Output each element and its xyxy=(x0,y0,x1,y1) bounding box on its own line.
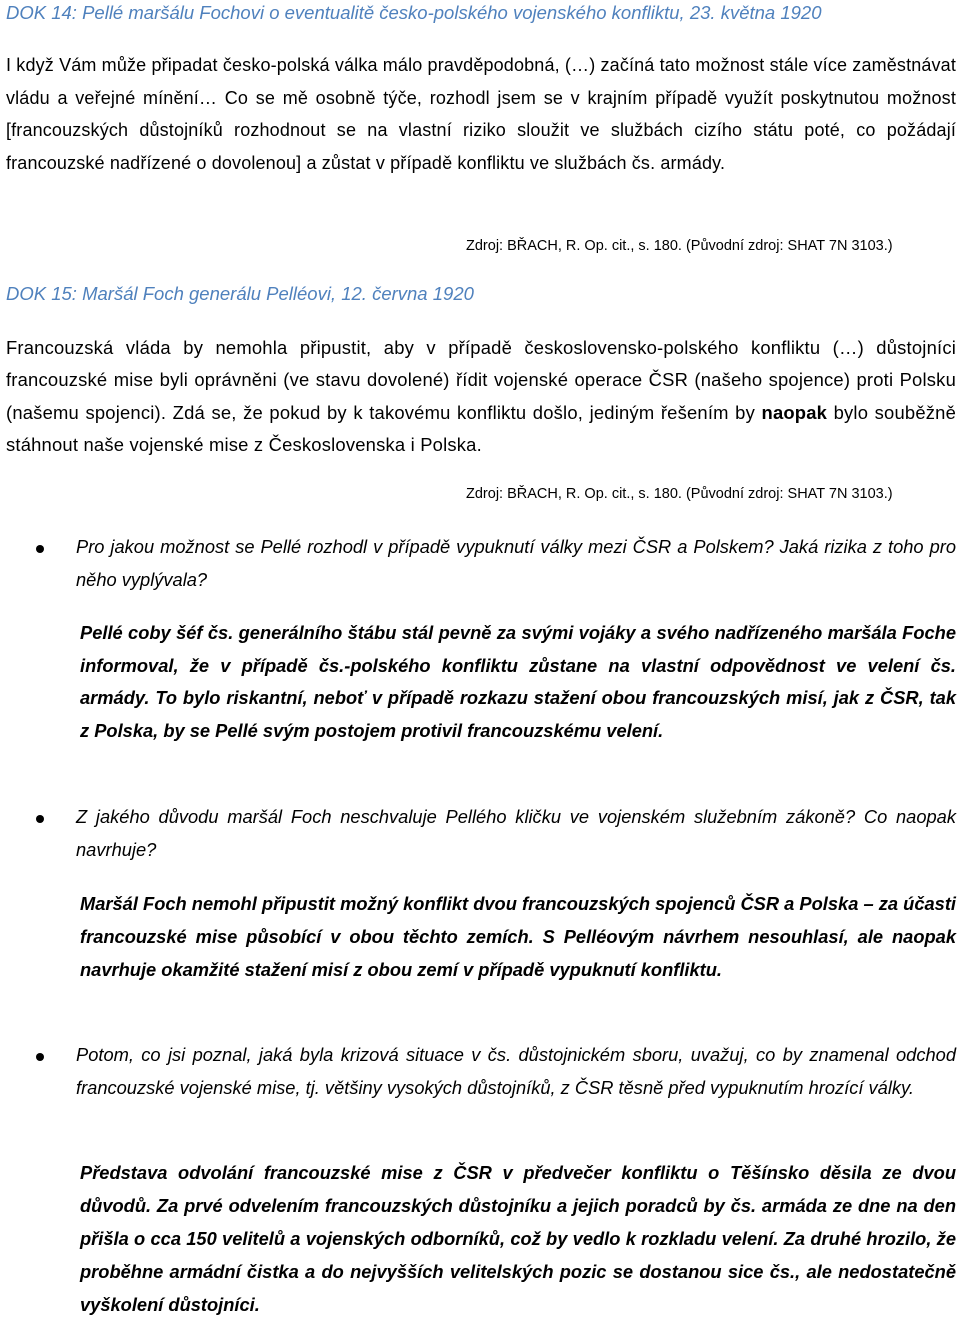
question-3: Potom, co jsi poznal, jaká byla krizová situace v čs. důstojnickém sboru, uvažuj, co by znamenal odchod francouzské vojenské mise, tj. většiny vysokých důstojníků, z ČSR těsně před vypuknutím hrozící války. xyxy=(76,1044,956,1098)
doc14-source: Zdroj: BŘACH, R. Op. cit., s. 180. (Původní zdroj: SHAT 7N 3103.) xyxy=(466,238,893,254)
answer-3: Představa odvolání francouzské mise z ČSR v předvečer konfliktu o Těšínsko děsila ze dvou důvodů. Za prvé odvelením francouzských důstojníku a jejich poradců by čs. armáda ze dne na den přišla o cca 150 velitelů a vojenských odborníků, což by vedlo k rozkladu velení. Za druhé hrozilo, že proběhne armádní čistka a do nejvyšších velitelských pozic se dostanou sice čs., ale nedostatečně vyškolení důstojníci. xyxy=(80,1162,956,1315)
question-1: Pro jakou možnost se Pellé rozhodl v případě vypuknutí války mezi ČSR a Polskem? Jaká rizika z toho pro něho vyplývala? xyxy=(76,536,956,590)
question-2: Z jakého důvodu maršál Foch neschvaluje Pellého kličku ve vojenském služebním zákoně? Co naopak navrhuje? xyxy=(76,806,956,860)
doc15-heading: DOK 15: Maršál Foch generálu Pelléovi, 12. června 1920 xyxy=(6,283,474,304)
bullet-icon xyxy=(36,545,44,553)
doc14-heading: DOK 14: Pellé maršálu Fochovi o eventualitě česko-polského vojenského konfliktu, 23. května 1920 xyxy=(6,2,822,23)
answer-1: Pellé coby šéf čs. generálního štábu stál pevně za svými vojáky a svého nadřízeného maršála Foche informoval, že v případě čs.-polského konfliktu zůstane na vlastní odpovědnost ve velení čs. armády. To bylo riskantní, neboť v případě rozkazu stažení obou francouzských misí, jak z ČSR, tak z Polska, by se Pellé svým postojem protivil francouzskému velení. xyxy=(80,622,956,741)
doc15-text-after: bylo souběžně stáhnout naše vojenské mise z Československa i Polska. xyxy=(6,401,957,455)
doc15-text xyxy=(6,332,956,461)
doc14-text: I když Vám může připadat česko-polská válka málo pravděpodobná, (…) začíná tato možnost stále více zaměstnávat vládu a veřejné mínění… Co se mě osobně týče, rozhodl jsem se v krajním případě využít poskytnutou možnost [francouzských důstojníků rozhodnout se na vlastní riziko sloužit ve službách cizího státu poté, co požádají francouzské nadřízené o dovolenou] a zůstat v případě konfliktu ve službách čs. armády. xyxy=(6,55,956,173)
bullet-icon xyxy=(36,815,44,823)
answer-2: Maršál Foch nemohl připustit možný konflikt dvou francouzských spojenců ČSR a Polska – za účasti francouzské mise působící v obou těchto zemích. S Pelléovým návrhem nesouhlasí, ale naopak navrhuje okamžité stažení misí z obou zemí v případě vypuknutí konfliktu. xyxy=(80,893,956,980)
doc15-text-before: Francouzská vláda by nemohla připustit, aby v případě československo-polského konfliktu (…) důstojníci francouzské mise byli oprávněni (ve stavu dovolené) řídit vojenské operace ČSR (našeho spojence) proti Polsku (našemu spojenci). Zdá se, že pokud by k takovému konfliktu došlo, jediným řešením by xyxy=(6,337,956,423)
bullet-icon xyxy=(36,1053,44,1061)
doc15-text-bold: naopak xyxy=(761,401,828,423)
doc15-source: Zdroj: BŘACH, R. Op. cit., s. 180. (Původní zdroj: SHAT 7N 3103.) xyxy=(466,486,893,502)
